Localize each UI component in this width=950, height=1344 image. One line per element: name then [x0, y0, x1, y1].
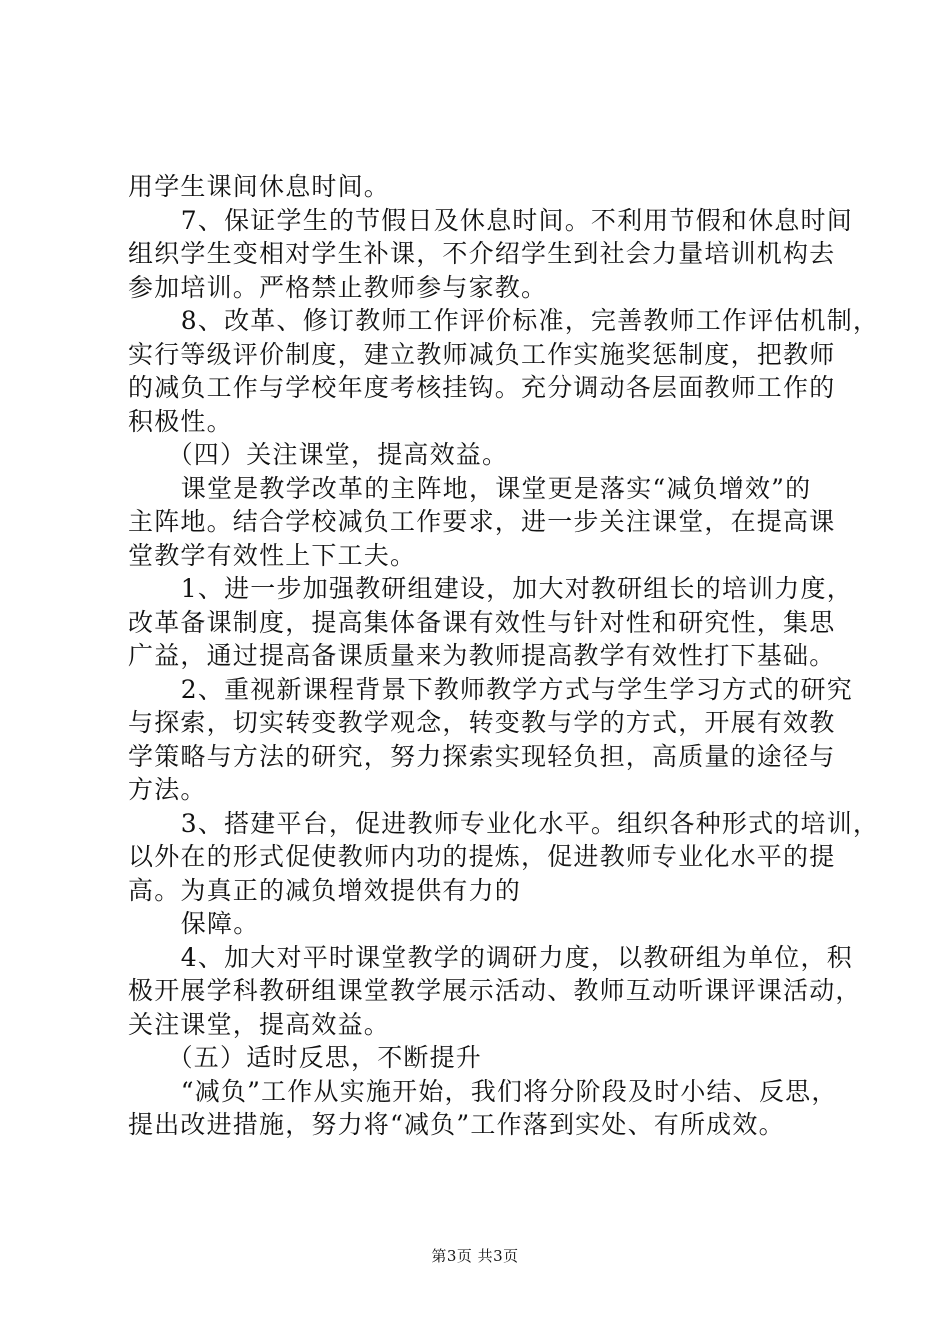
text-line: 2、重视新课程背景下教师教学方式与学生学习方式的研究: [180, 674, 853, 704]
text-line: 主阵地。结合学校减负工作要求，进一步关注课堂，在提高课: [128, 507, 836, 536]
text-line: （五）适时反思，不断提升: [167, 1043, 482, 1072]
text-line: 1、进一步加强教研组建设，加大对教研组长的培训力度，: [180, 574, 853, 603]
page-footer: 第3页 共3页: [431, 1247, 519, 1265]
text-line: 实行等级评价制度，建立教师减负工作实施奖惩制度，把教师: [128, 339, 836, 369]
text-line: 以外在的形式促使教师内功的提炼，促进教师专业化水平的提: [128, 842, 836, 871]
text-line: 极开展学科教研组课堂教学展示活动、教师互动听课评课活动，: [128, 976, 862, 1005]
text-line: 7、保证学生的节假日及休息时间。不利用节假和休息时间: [180, 205, 853, 235]
text-line: 8、改革、修订教师工作评价标准，完善教师工作评估机制，: [180, 306, 880, 335]
text-line: 高。为真正的减负增效提供有力的: [128, 875, 522, 905]
text-line: 的减负工作与学校年度考核挂钩。充分调动各层面教师工作的: [128, 373, 836, 402]
text-line: 参加培训。严格禁止教师参与家教。: [128, 272, 548, 302]
text-line: 3、搭建平台，促进教师专业化水平。组织各种形式的培训，: [180, 808, 880, 838]
text-line: 方法。: [128, 775, 207, 804]
text-line: 4、加大对平时课堂教学的调研力度，以教研组为单位，积: [180, 942, 853, 972]
text-line: 组织学生变相对学生补课，不介绍学生到社会力量培训机构去: [128, 239, 836, 268]
text-line: 学策略与方法的研究，努力探索实现轻负担，高质量的途径与: [128, 741, 836, 771]
text-line: 课堂是教学改革的主阵地，课堂更是落实“减负增效”的: [180, 473, 812, 503]
text-line: 提出改进措施，努力将“减负”工作落到实处、有所成效。: [128, 1110, 785, 1139]
text-line: 积极性。: [128, 406, 233, 436]
text-line: 广益，通过提高备课质量来为教师提高教学有效性打下基础。: [128, 641, 836, 670]
text-line: 与探索，切实转变教学观念，转变教与学的方式，开展有效教: [128, 708, 836, 737]
text-line: （四）关注课堂，提高效益。: [167, 440, 509, 469]
text-line: 堂教学有效性上下工夫。: [128, 540, 417, 570]
text-line: 关注课堂，提高效益。: [128, 1009, 391, 1039]
document-body: [128, 170, 880, 1142]
text-line: 改革备课制度，提高集体备课有效性与针对性和研究性，集思: [128, 607, 836, 637]
text-line: “减负”工作从实施开始，我们将分阶段及时小结、反思，: [180, 1076, 838, 1106]
text-line: 保障。: [180, 909, 260, 938]
text-line: 用学生课间休息时间。: [128, 172, 391, 201]
